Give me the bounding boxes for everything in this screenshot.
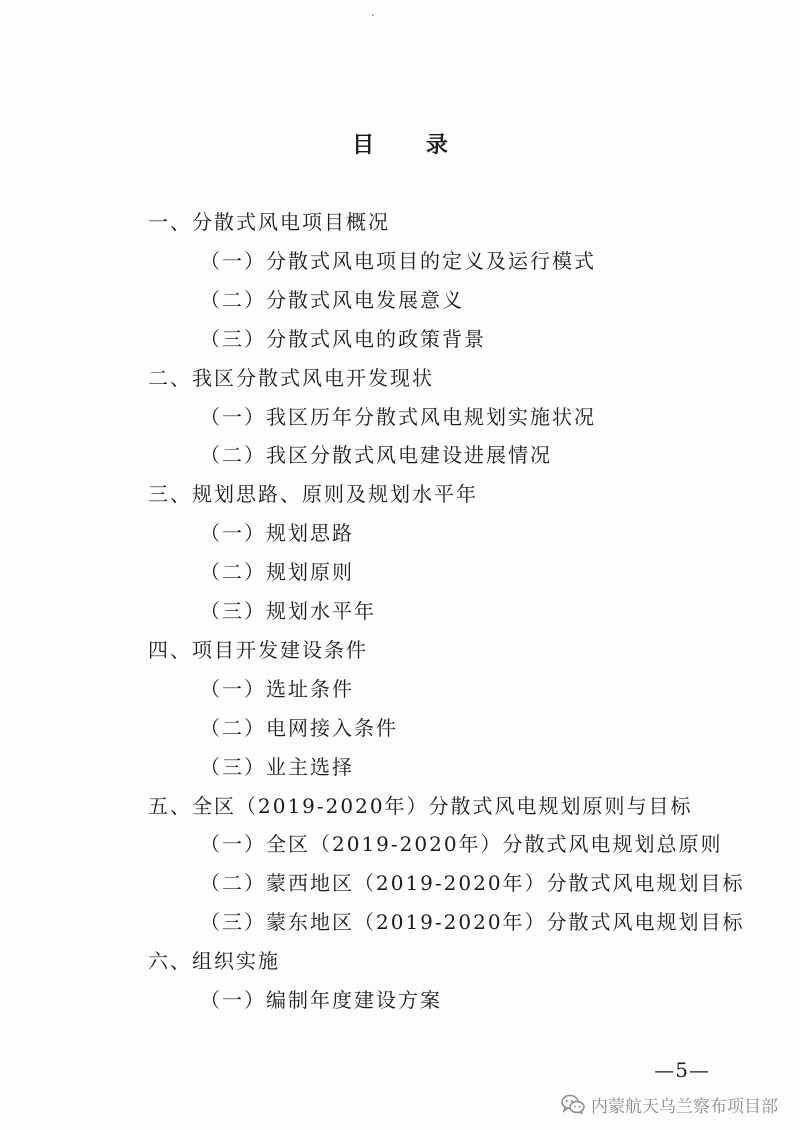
- toc-subsection: （二）电网接入条件: [200, 716, 398, 740]
- toc-section-heading: 一、分散式风电项目概况: [148, 210, 390, 234]
- toc-subsection: （三）业主选择: [200, 755, 354, 779]
- toc-subsection: （三）分散式风电的政策背景: [200, 327, 486, 351]
- toc-section-heading: 六、组织实施: [148, 949, 280, 973]
- scan-speck: [372, 14, 374, 16]
- toc-subsection: （一）分散式风电项目的定义及运行模式: [200, 249, 596, 273]
- toc-subsection: （二）我区分散式风电建设进展情况: [200, 443, 552, 467]
- toc-subsection: （三）规划水平年: [200, 599, 376, 623]
- watermark: [561, 1092, 778, 1117]
- page-title: 目 录: [352, 132, 470, 158]
- watermark-text: 内蒙航天乌兰察布项目部: [591, 1097, 778, 1117]
- toc-section-heading: 四、项目开发建设条件: [148, 638, 368, 662]
- wechat-icon: [561, 1094, 585, 1116]
- toc-subsection: （二）蒙西地区（2019-2020年）分散式风电规划目标: [200, 871, 745, 895]
- toc-subsection: （一）选址条件: [200, 677, 354, 701]
- toc-subsection: （一）规划思路: [200, 521, 354, 545]
- toc-subsection: （一）我区历年分散式风电规划实施状况: [200, 405, 596, 429]
- toc-section-heading: 二、我区分散式风电开发现状: [148, 366, 434, 390]
- toc-subsection: （一）全区（2019-2020年）分散式风电规划总原则: [200, 832, 723, 856]
- toc-subsection: （二）分散式风电发展意义: [200, 288, 464, 312]
- toc-subsection: （一）编制年度建设方案: [200, 988, 442, 1012]
- toc-subsection: （二）规划原则: [200, 560, 354, 584]
- toc-section-heading: 五、全区（2019-2020年）分散式风电规划原则与目标: [148, 794, 693, 818]
- page-number: —5—: [654, 1058, 710, 1082]
- toc-section-heading: 三、规划思路、原则及规划水平年: [148, 482, 478, 506]
- toc-subsection: （三）蒙东地区（2019-2020年）分散式风电规划目标: [200, 910, 745, 934]
